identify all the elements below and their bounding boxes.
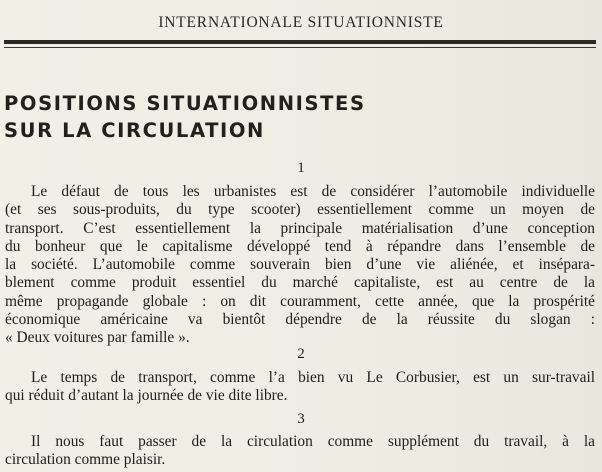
section-3-paragraph: [5, 433, 595, 470]
paragraph-line: Le temps de transport, comme l’a bien vu Le Corbusier, est un sur-travail: [31, 369, 595, 386]
section-number-2: 2: [297, 346, 305, 362]
paragraph-line: Il nous faut passer de la circulation comme supplément du travail, à la: [31, 433, 595, 450]
article-title: [4, 90, 366, 144]
paragraph-line: qui réduit d’autant la journée de vie dite libre.: [5, 387, 288, 405]
section-2-paragraph: [5, 369, 595, 406]
section-number-1: 1: [297, 160, 305, 176]
paragraph-line: circulation comme plaisir.: [5, 451, 166, 469]
section-1-paragraph: [5, 183, 595, 348]
paragraph-line: la société. L’automobile comme souverain bien d’une vie aliénée, et insépara-: [5, 256, 595, 274]
header-rule-thick: [4, 40, 596, 44]
title-line: POSITIONS SITUATIONNISTES: [4, 92, 366, 115]
header-rule-thin: [4, 47, 596, 48]
paragraph-line: du bonheur que le capitalisme développé tend à répandre dans l’ensemble de: [5, 237, 595, 255]
running-header: INTERNATIONALE SITUATIONNISTE: [158, 14, 444, 31]
paragraph-line: transport. C’est essentiellement la principale matérialisation d’une conception: [5, 219, 595, 237]
title-line: SUR LA CIRCULATION: [4, 119, 265, 142]
paragraph-line: économique américaine va bientôt dépendre de la réussite du slogan :: [5, 311, 595, 329]
section-number-3: 3: [297, 411, 305, 427]
paragraph-line: (et ses sous-produits, du type scooter) essentiellement comme un moyen de: [5, 201, 595, 219]
paragraph-line: « Deux voitures par famille ».: [5, 329, 190, 347]
paragraph-line: Le défaut de tous les urbanistes est de considérer l’automobile individuelle: [31, 183, 595, 200]
paragraph-line: même propagande globale : on dit couramment, cette année, que la prospérité: [5, 292, 595, 310]
paragraph-line: blement comme produit essentiel du marché capitaliste, est au centre de la: [5, 274, 595, 292]
